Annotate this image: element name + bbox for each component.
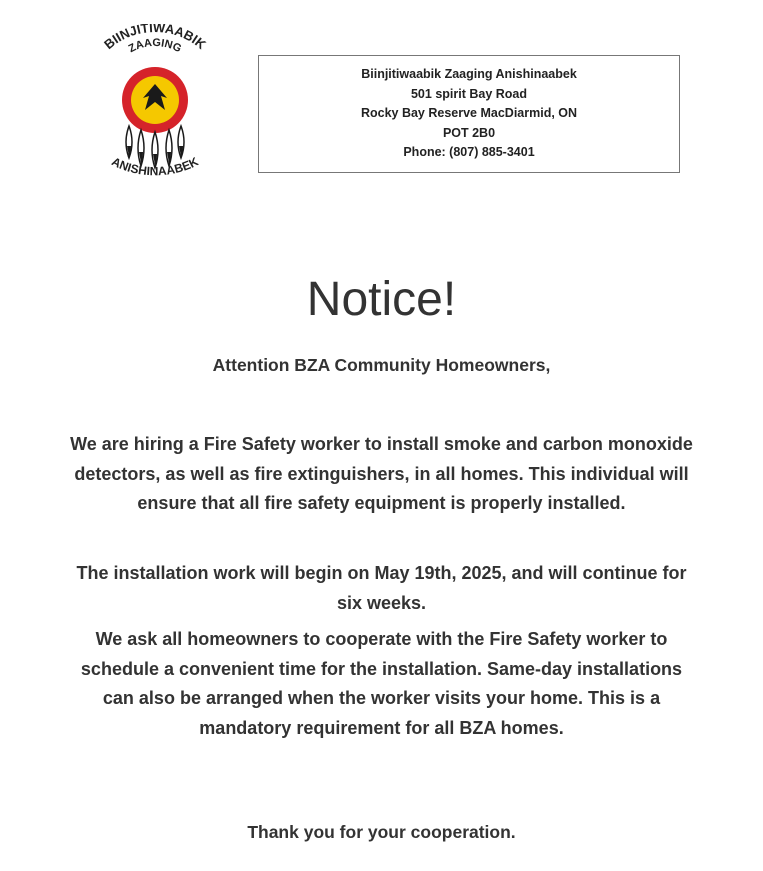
postal-code: POT 2B0 [442,125,496,140]
logo-emblem [85,24,225,184]
closing-line: Thank you for your cooperation. [247,822,516,842]
paragraph-hiring: We are hiring a Fire Safety worker to install smoke and carbon monoxide detectors, as well as fire extinguishers, in all homes. This individual will ensure that all fire safety equipment is properly installed. [70,434,693,513]
street-address: 501 spirit Bay Road [410,86,527,101]
paragraph-schedule: The installation work will begin on May 19th, 2025, and will continue for six weeks. [76,563,687,613]
phone-number: Phone: (807) 885-3401 [403,145,535,160]
logo-bottom-text: ANISHINAABEK [109,154,201,179]
org-name: Biinjitiwaabik Zaaging Anishinaabek [361,67,577,82]
address-box [258,55,680,173]
community-logo [85,24,225,184]
logo-top-text: BIINJITIWAABIK [101,24,209,53]
greeting: Attention BZA Community Homeowners, [212,355,551,375]
city-address: Rocky Bay Reserve MacDiarmid, ON [360,106,578,121]
notice-title: Notice! [306,273,457,326]
logo-top-text-2: ZAAGING [126,36,184,56]
paragraph-cooperation: We ask all homeowners to cooperate with the Fire Safety worker to schedule a convenient time for the installation. Same-day installations can also be arranged when the worker visits your home. This is a mandatory requirement for all BZA homes. [80,629,683,738]
